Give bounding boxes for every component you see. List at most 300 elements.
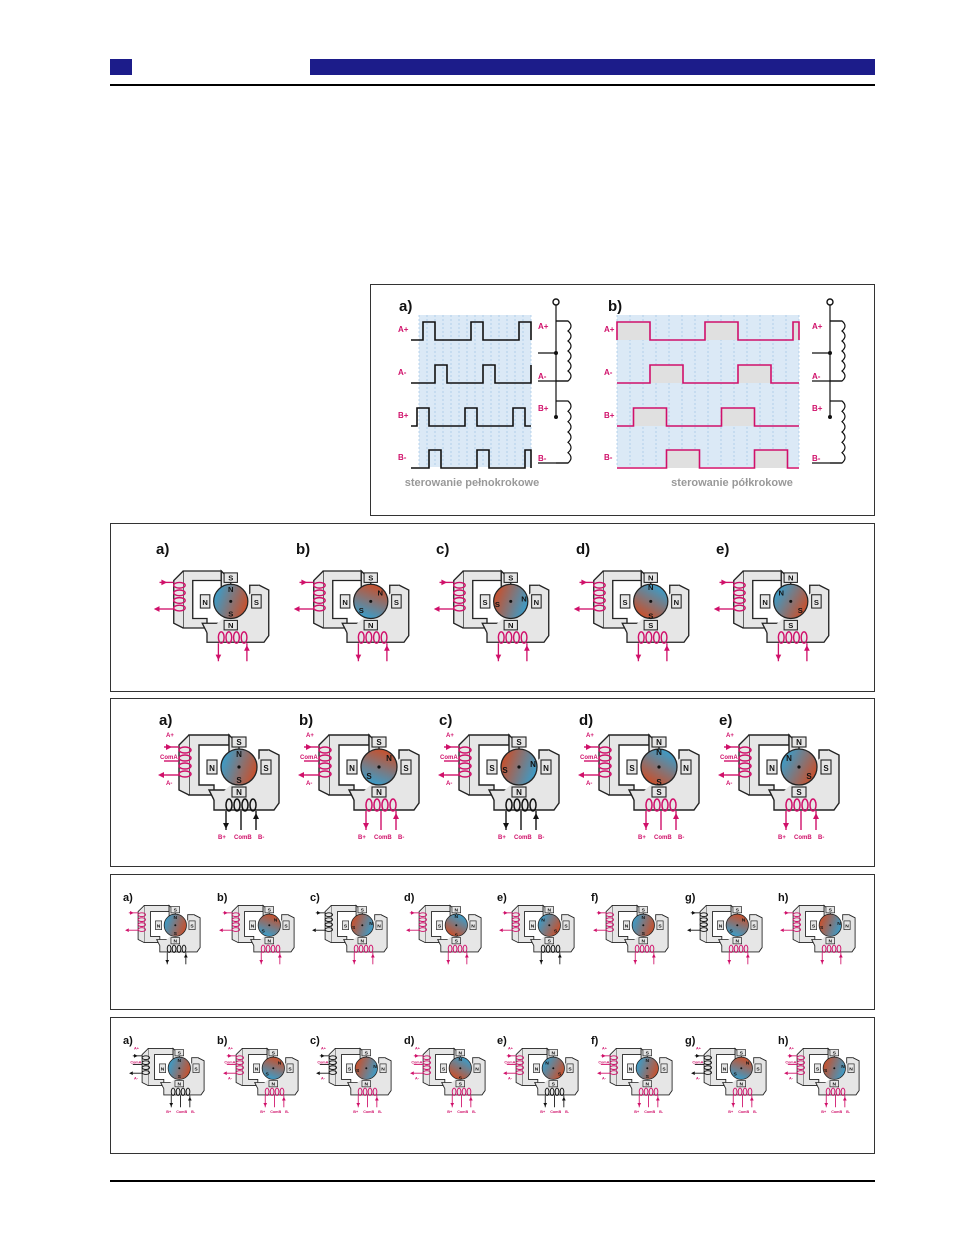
row1-diagrams — [111, 524, 874, 691]
stator-core — [319, 735, 329, 795]
current-arrow — [496, 655, 502, 661]
terminal-label: A- — [134, 1076, 138, 1081]
row1-panel — [110, 523, 875, 692]
rotor-axis — [377, 765, 380, 768]
current-arrow — [784, 1071, 788, 1075]
current-arrow — [726, 744, 732, 750]
rotor-south-label: S — [355, 1068, 360, 1074]
current-arrow — [263, 1103, 267, 1107]
pole-label: S — [796, 788, 802, 797]
row2-diagrams — [111, 699, 874, 866]
stator-core — [700, 905, 706, 942]
pole-label: N — [645, 1082, 650, 1088]
stepper-motor — [718, 733, 839, 841]
current-arrow — [301, 580, 307, 586]
current-arrow — [721, 580, 727, 586]
rotor-south-label: S — [729, 929, 733, 935]
timing-diagram — [371, 285, 874, 515]
terminal-label: A+ — [696, 1046, 701, 1051]
rotor-south-label: S — [351, 925, 356, 931]
pole-label: N — [543, 764, 549, 773]
pole-label: S — [508, 573, 514, 583]
rotor-north-label: N — [745, 1061, 750, 1067]
row2-panel — [110, 698, 875, 867]
rotor-axis — [552, 1067, 554, 1069]
current-arrow — [125, 928, 129, 932]
signal-label: B- — [604, 453, 613, 462]
current-arrow — [130, 911, 134, 915]
terminal-label: ComA — [504, 1060, 516, 1065]
current-arrow — [356, 655, 362, 661]
terminal-label: ComA — [130, 1060, 142, 1065]
current-arrow — [820, 960, 824, 964]
current-arrow — [154, 606, 160, 612]
stator-core — [610, 1048, 616, 1085]
half-step-caption: sterowanie półkrokowe — [671, 477, 793, 489]
part-label: a) — [123, 892, 133, 904]
pole-label: S — [347, 1067, 352, 1073]
waveform-high-shade — [722, 408, 755, 426]
terminal-label: A- — [586, 781, 593, 787]
pole-label: S — [641, 908, 645, 914]
stator-core — [594, 571, 604, 628]
current-arrow — [188, 1097, 192, 1101]
current-arrow — [224, 911, 228, 915]
part-label: h) — [778, 1035, 789, 1047]
current-arrow — [843, 1097, 847, 1101]
current-arrow — [129, 1071, 133, 1075]
row4-diagrams — [111, 1018, 874, 1153]
rotor-axis — [272, 1067, 274, 1069]
waveform-high-shade — [738, 365, 771, 383]
terminal-label: ComA — [692, 1060, 704, 1065]
current-arrow — [636, 655, 642, 661]
stepper-motor — [597, 1047, 672, 1114]
rotor-south-label: S — [733, 1072, 737, 1078]
pole-label: S — [622, 598, 628, 608]
stepper-motor — [298, 733, 419, 841]
rotor-north-label: N — [377, 588, 383, 598]
terminal-label: A+ — [415, 1046, 420, 1051]
supply-terminal — [827, 299, 833, 305]
current-arrow — [696, 1054, 700, 1058]
terminal-label: B- — [753, 1109, 758, 1114]
pole-label: S — [823, 764, 829, 773]
part-label: g) — [685, 892, 696, 904]
pole-label: N — [796, 738, 802, 747]
supply-terminal — [553, 299, 559, 305]
terminal-label: B+ — [166, 1109, 172, 1114]
coil-winding — [556, 321, 571, 381]
current-arrow — [321, 1054, 325, 1058]
current-arrow — [499, 928, 503, 932]
terminal-label: B+ — [358, 835, 366, 841]
terminal-label: ComA — [224, 1060, 236, 1065]
terminal-label: B+ — [218, 835, 226, 841]
terminal-label: A- — [321, 1076, 325, 1081]
pole-label: N — [177, 1082, 182, 1088]
current-arrow — [598, 911, 602, 915]
rotor-north-label: N — [386, 754, 392, 763]
schematic-label: B+ — [538, 404, 549, 413]
current-arrow — [223, 1071, 227, 1075]
stepper-motor — [780, 905, 855, 964]
pole-label: N — [173, 939, 178, 945]
signal-label: A- — [604, 368, 613, 377]
current-arrow — [597, 1071, 601, 1075]
rotor-north-label: N — [521, 594, 527, 604]
rotor-south-label: S — [806, 772, 812, 781]
current-arrow — [165, 960, 169, 964]
current-arrow — [371, 954, 375, 958]
stator-core — [599, 735, 609, 795]
rotor-north-label: N — [369, 922, 373, 928]
current-arrow — [253, 813, 259, 819]
rotor-axis — [642, 924, 644, 926]
terminal-label: ComB — [363, 1109, 375, 1114]
current-arrow — [578, 772, 584, 778]
current-arrow — [450, 1103, 454, 1107]
terminal-label: A- — [508, 1076, 512, 1081]
terminal-label: ComA — [317, 1060, 329, 1065]
pole-label: S — [815, 1067, 820, 1073]
terminal-label: B- — [378, 1109, 383, 1114]
current-arrow — [524, 645, 530, 651]
terminal-label: B+ — [540, 1109, 546, 1114]
row3-panel — [110, 874, 875, 1010]
pole-label: S — [516, 738, 522, 747]
part-label: c) — [310, 1035, 320, 1047]
rotor-axis — [789, 600, 792, 603]
stator-core — [734, 571, 744, 628]
rotor-north-label: N — [458, 1057, 463, 1063]
coil-winding — [830, 321, 845, 381]
stepper-motor — [691, 1047, 766, 1114]
part-label: d) — [576, 541, 591, 558]
current-arrow — [783, 823, 789, 829]
current-arrow — [656, 1097, 660, 1101]
rotor-axis — [365, 1067, 367, 1069]
rotor-north-label: N — [273, 918, 278, 924]
terminal-label: ComA — [160, 755, 178, 761]
current-arrow — [278, 954, 282, 958]
pole-label: S — [813, 598, 819, 608]
pole-label: S — [376, 738, 382, 747]
pole-label: N — [832, 1082, 837, 1088]
pole-label: S — [739, 1051, 743, 1057]
current-arrow — [166, 744, 172, 750]
pole-label: S — [177, 1051, 181, 1057]
pole-label: N — [530, 924, 535, 930]
terminal-label: A+ — [306, 733, 314, 739]
pole-label: N — [454, 908, 459, 914]
stepper-motor — [410, 1047, 485, 1114]
pole-label: N — [739, 1082, 744, 1088]
current-arrow — [637, 1103, 641, 1107]
current-arrow — [316, 1071, 320, 1075]
current-arrow — [259, 960, 263, 964]
terminal-label: ComA — [580, 755, 598, 761]
schematic-label: A+ — [538, 322, 549, 331]
pole-label: N — [547, 908, 552, 914]
current-arrow — [503, 823, 509, 829]
pole-label: S — [648, 621, 654, 630]
junction-dot — [828, 415, 832, 419]
pole-label: S — [271, 1051, 275, 1057]
current-arrow — [363, 823, 369, 829]
terminal-label: ComA — [785, 1060, 797, 1065]
pole-label: S — [752, 924, 756, 930]
pole-label: S — [454, 939, 458, 945]
current-arrow — [438, 772, 444, 778]
rotor-north-label: N — [841, 1065, 845, 1071]
pole-label: N — [624, 924, 629, 930]
rotor-south-label: S — [553, 929, 558, 935]
stator-core — [704, 1048, 710, 1085]
pole-label: N — [368, 621, 374, 630]
rotor-axis — [833, 1067, 835, 1069]
terminal-label: B- — [818, 835, 825, 841]
pole-label: N — [516, 788, 522, 797]
pole-label: N — [735, 939, 740, 945]
part-label: b) — [299, 712, 314, 729]
stator-core — [419, 905, 425, 942]
current-arrow — [312, 928, 316, 932]
stepper-motor — [312, 905, 387, 964]
waveform-high-shade — [617, 322, 650, 340]
rotor-axis — [178, 1067, 180, 1069]
part-label: c) — [436, 541, 450, 558]
terminal-label: ComB — [514, 835, 532, 841]
part-label: a) — [159, 712, 173, 729]
terminal-label: B- — [191, 1109, 196, 1114]
current-arrow — [219, 928, 223, 932]
row4-panel — [110, 1017, 875, 1154]
current-arrow — [406, 928, 410, 932]
header-block — [110, 59, 132, 75]
rotor-axis — [229, 600, 232, 603]
rotor-axis — [736, 924, 738, 926]
rotor-north-label: N — [545, 1061, 549, 1067]
pole-label: S — [173, 908, 177, 914]
pole-label: S — [656, 788, 662, 797]
current-arrow — [776, 655, 782, 661]
stator-core — [459, 735, 469, 795]
current-arrow — [134, 1054, 138, 1058]
pole-label: S — [788, 621, 794, 630]
part-label: c) — [439, 712, 453, 729]
pole-label: S — [360, 908, 364, 914]
rotor-south-label: S — [228, 609, 234, 619]
pole-label: S — [343, 924, 348, 930]
schematic-label: A+ — [812, 322, 823, 331]
terminal-label: A+ — [166, 733, 174, 739]
pole-label: S — [393, 598, 399, 608]
rotor-axis — [646, 1067, 648, 1069]
current-arrow — [731, 1103, 735, 1107]
terminal-label: ComA — [598, 1060, 610, 1065]
terminal-label: B+ — [353, 1109, 359, 1114]
terminal-label: B- — [398, 835, 405, 841]
pole-label: N — [762, 598, 768, 608]
rotor-axis — [268, 924, 270, 926]
terminal-label: B- — [678, 835, 685, 841]
pole-label: N — [673, 598, 680, 608]
current-arrow — [294, 606, 300, 612]
pole-label: N — [156, 924, 161, 930]
pole-label: N — [267, 939, 272, 945]
current-arrow — [691, 1071, 695, 1075]
pole-label: N — [656, 738, 662, 747]
terminal-label: A- — [228, 1076, 232, 1081]
current-arrow — [384, 645, 390, 651]
schematic-label: B+ — [812, 404, 823, 413]
pole-label: S — [489, 764, 495, 773]
current-arrow — [375, 1097, 379, 1101]
rotor-axis — [517, 765, 520, 768]
current-arrow — [434, 606, 440, 612]
current-arrow — [298, 772, 304, 778]
pole-label: S — [263, 764, 269, 773]
signal-label: A+ — [398, 325, 409, 334]
rotor-north-label: N — [228, 584, 234, 594]
rotor-south-label: S — [236, 776, 242, 785]
coil-winding — [556, 401, 571, 463]
part-label: d) — [579, 712, 594, 729]
rotor-north-label: N — [656, 748, 662, 757]
pole-label: N — [845, 924, 849, 930]
terminal-label: B+ — [778, 835, 786, 841]
stepper-motor — [125, 905, 200, 964]
current-arrow — [161, 580, 167, 586]
pole-label: N — [534, 1067, 539, 1073]
part-label: a) — [156, 541, 170, 558]
coil-winding — [830, 401, 845, 463]
pole-label: N — [471, 924, 475, 930]
terminal-label: B+ — [821, 1109, 827, 1114]
current-arrow — [586, 744, 592, 750]
pole-label: S — [441, 1067, 446, 1073]
terminal-label: ComB — [374, 835, 392, 841]
rotor-axis — [740, 1067, 742, 1069]
rotor-south-label: S — [458, 1076, 462, 1082]
rotor-south-label: S — [819, 925, 824, 931]
pole-label: S — [551, 1082, 555, 1088]
pole-label: N — [533, 598, 540, 608]
terminal-label: B- — [258, 835, 265, 841]
rotor-axis — [548, 924, 550, 926]
pole-label: N — [458, 1051, 463, 1057]
waveform-high-shade — [755, 450, 788, 468]
current-arrow — [410, 1071, 414, 1075]
rotor-axis — [459, 1067, 461, 1069]
stator-core — [138, 905, 144, 942]
pole-label: S — [253, 598, 259, 608]
current-arrow — [317, 911, 321, 915]
current-arrow — [785, 911, 789, 915]
pole-label: N — [160, 1067, 165, 1073]
terminal-label: ComB — [457, 1109, 469, 1114]
stator-core — [739, 735, 749, 795]
rotor-axis — [829, 924, 831, 926]
stator-core — [606, 905, 612, 942]
current-arrow — [533, 813, 539, 819]
pole-label: N — [381, 1067, 385, 1073]
rotor-axis — [797, 765, 800, 768]
current-arrow — [223, 823, 229, 829]
terminal-label: ComB — [176, 1109, 188, 1114]
current-arrow — [306, 744, 312, 750]
rotor-north-label: N — [641, 916, 646, 922]
signal-label: A+ — [604, 325, 615, 334]
footer-rule — [110, 1180, 875, 1182]
pole-label: S — [403, 764, 409, 773]
terminal-label: A+ — [134, 1046, 139, 1051]
pole-label: S — [288, 1067, 292, 1073]
pole-label: S — [645, 1051, 649, 1057]
current-arrow — [558, 954, 562, 958]
current-arrow — [446, 960, 450, 964]
waveform-high-shade — [650, 365, 683, 383]
current-arrow — [508, 1054, 512, 1058]
stator-core — [142, 1048, 148, 1085]
signal-label: B+ — [604, 411, 615, 420]
part-label: a) — [123, 1035, 133, 1047]
pole-label: N — [250, 924, 255, 930]
pole-label: S — [368, 573, 374, 583]
pole-label: S — [267, 908, 271, 914]
terminal-label: B- — [472, 1109, 477, 1114]
current-arrow — [673, 813, 679, 819]
pole-label: N — [349, 764, 355, 773]
part-label: e) — [497, 892, 507, 904]
waveform-high-shade — [705, 322, 738, 340]
terminal-label: A+ — [508, 1046, 513, 1051]
stator-core — [423, 1048, 429, 1085]
pole-label: N — [209, 764, 215, 773]
stator-core — [325, 905, 331, 942]
pole-label: S — [228, 573, 234, 583]
pole-label: S — [832, 1051, 836, 1057]
schematic-label: B- — [538, 454, 547, 463]
terminal-label: ComB — [644, 1109, 656, 1114]
terminal-label: A- — [789, 1076, 793, 1081]
pole-label: N — [788, 573, 794, 583]
rotor-north-label: N — [645, 1059, 650, 1065]
current-arrow — [504, 911, 508, 915]
waveform-high-shade — [634, 408, 667, 426]
terminal-label: B- — [846, 1109, 851, 1114]
part-label: b) — [608, 298, 623, 315]
pole-label: N — [475, 1067, 479, 1073]
stepper-motor — [503, 1047, 578, 1114]
timing-panel — [370, 284, 875, 516]
current-arrow — [469, 1097, 473, 1101]
terminal-label: A- — [726, 781, 733, 787]
current-arrow — [216, 655, 222, 661]
terminal-label: B+ — [728, 1109, 734, 1114]
pole-label: N — [360, 939, 365, 945]
current-arrow — [184, 954, 188, 958]
pole-label: N — [641, 939, 646, 945]
part-label: e) — [719, 712, 733, 729]
pole-label: N — [254, 1067, 259, 1073]
terminal-label: B+ — [498, 835, 506, 841]
part-label: d) — [404, 892, 415, 904]
terminal-label: ComA — [440, 755, 458, 761]
rotor-south-label: S — [358, 605, 364, 615]
rotor-south-label: S — [648, 611, 654, 621]
